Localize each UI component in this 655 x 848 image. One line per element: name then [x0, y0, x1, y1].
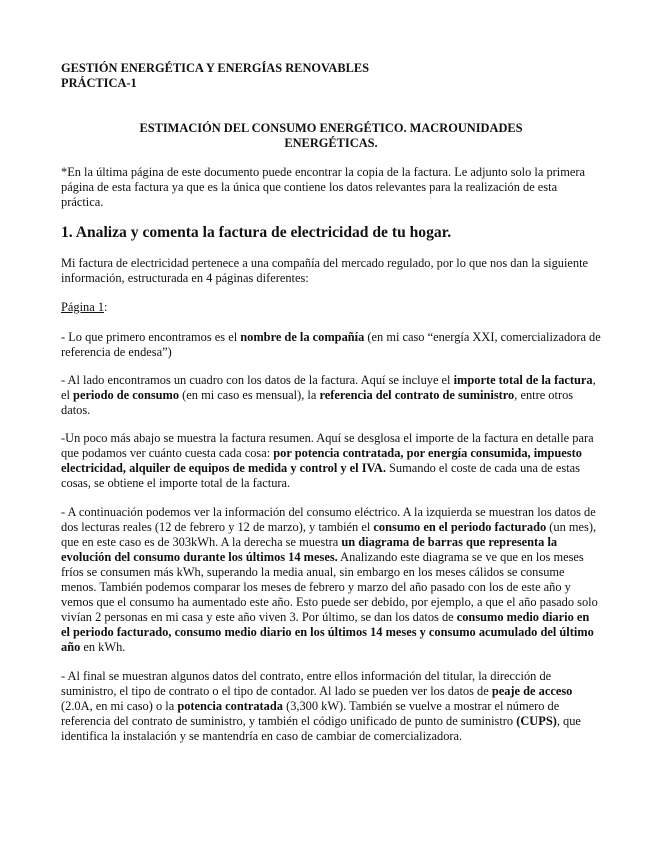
bold-run: consumo medio diario en el periodo facturado, consumo medio diario en los últimos 14 meses y consumo acumulado del último año — [61, 610, 594, 654]
bold-run: referencia del contrato de suministro — [319, 388, 515, 402]
text-run: - A continuación podemos ver la información del consumo eléctrico. A la izquierda se muestran los datos de dos lecturas reales (12 de febrero y 12 de marzo), y también el — [61, 505, 596, 534]
intro-note: *En la última página de este documento puede encontrar la copia de la factura. Le adjunto solo la primera página de esta factura ya que es la única que contiene los datos relevantes para la realización de esta práctica. — [61, 165, 585, 209]
bold-run: peaje de acceso — [491, 684, 573, 698]
bold-run: potencia contratada — [177, 699, 283, 713]
text-run: (3,300 kW). También se vuelve a mostrar el número de referencia del contrato de suministro, y también el código unificado de punto de suministro — [61, 699, 560, 728]
section-intro: Mi factura de electricidad pertenece a una compañía del mercado regulado, por lo que nos dan la siguiente información, estructurada en 4 páginas diferentes: — [61, 256, 589, 285]
text-run: (en mi caso “energía XXI, comercializadora de referencia de endesa”) — [61, 330, 601, 359]
text-run: - Lo que primero encontramos es el — [61, 330, 241, 344]
text-run: , entre otros datos. — [61, 388, 574, 417]
paragraph-contract — [61, 669, 601, 744]
bold-run: por potencia contratada, por energía consumida, impuesto electricidad, alquiler de equipos de medida y control y el IVA. — [61, 446, 582, 475]
text-run: Sumando el coste de cada una de estas cosas, se obtiene el importe total de la factura. — [61, 461, 580, 490]
course-title: GESTIÓN ENERGÉTICA Y ENERGÍAS RENOVABLES — [61, 61, 370, 75]
section-heading: 1. Analiza y comenta la factura de electricidad de tu hogar. — [61, 224, 452, 241]
page-label-text: Página 1 — [61, 300, 105, 314]
text-run: , que identifica la instalación y se mantendría en caso de cambiar de comercializadora. — [61, 714, 581, 743]
document-title-line1: ESTIMACIÓN DEL CONSUMO ENERGÉTICO. MACROUNIDADES — [139, 121, 523, 135]
bold-run: un diagrama de barras que representa la evolución del consumo durante los últimos 14 meses. — [61, 535, 558, 564]
paragraph-summary — [61, 431, 601, 491]
text-run: - Al lado encontramos un cuadro con los datos de la factura. Aquí se incluye el — [61, 373, 454, 387]
bold-run: consumo en el periodo facturado — [373, 520, 547, 534]
page-label-colon: : — [104, 300, 108, 314]
bold-run: (CUPS) — [516, 714, 557, 728]
course-header — [61, 61, 601, 91]
text-run: (2.0A, en mi caso) o la — [61, 699, 178, 713]
paragraph-invoice-data — [61, 373, 601, 418]
text-run: en kWh. — [80, 640, 126, 654]
paragraph-consumption — [61, 505, 601, 655]
practice-label: PRÁCTICA-1 — [61, 76, 137, 90]
text-run: , el — [61, 373, 596, 402]
text-run: Analizando este diagrama se ve que en los meses fríos se consumen más kWh, superando la media anual, sin embargo en los meses cálidos se consume menos. También podemos comparar los meses de febrero y marzo del año pasado con los de este año y vemos que el consumo ha aumentado este año. Esto puede ser debido, por ejemplo, a que el año pasado solo vivían 2 personas en mi casa y este año viven 3. Por último, se dan los datos de — [61, 550, 598, 624]
text-run: (un mes), que en este caso es de 303kWh. A la derecha se muestra — [61, 520, 597, 549]
bold-run: nombre de la compañía — [240, 330, 365, 344]
text-run: (en mi caso es mensual), la — [179, 388, 320, 402]
text-run: -Un poco más abajo se muestra la factura resumen. Aquí se desglosa el importe de la factura en detalle para que podamos ver cuánto cuesta cada cosa: — [61, 431, 594, 460]
bold-run: periodo de consumo — [73, 388, 180, 402]
page-label — [61, 300, 601, 315]
document-title — [61, 121, 601, 151]
paragraph-company — [61, 330, 601, 360]
text-run: - Al final se muestran algunos datos del contrato, entre ellos información del titular, la dirección de suministro, el tipo de contrato o el tipo de contador. Al lado se pueden ver los datos de — [61, 669, 552, 698]
bold-run: importe total de la factura — [453, 373, 593, 387]
document-title-line2: ENERGÉTICAS. — [284, 136, 378, 150]
